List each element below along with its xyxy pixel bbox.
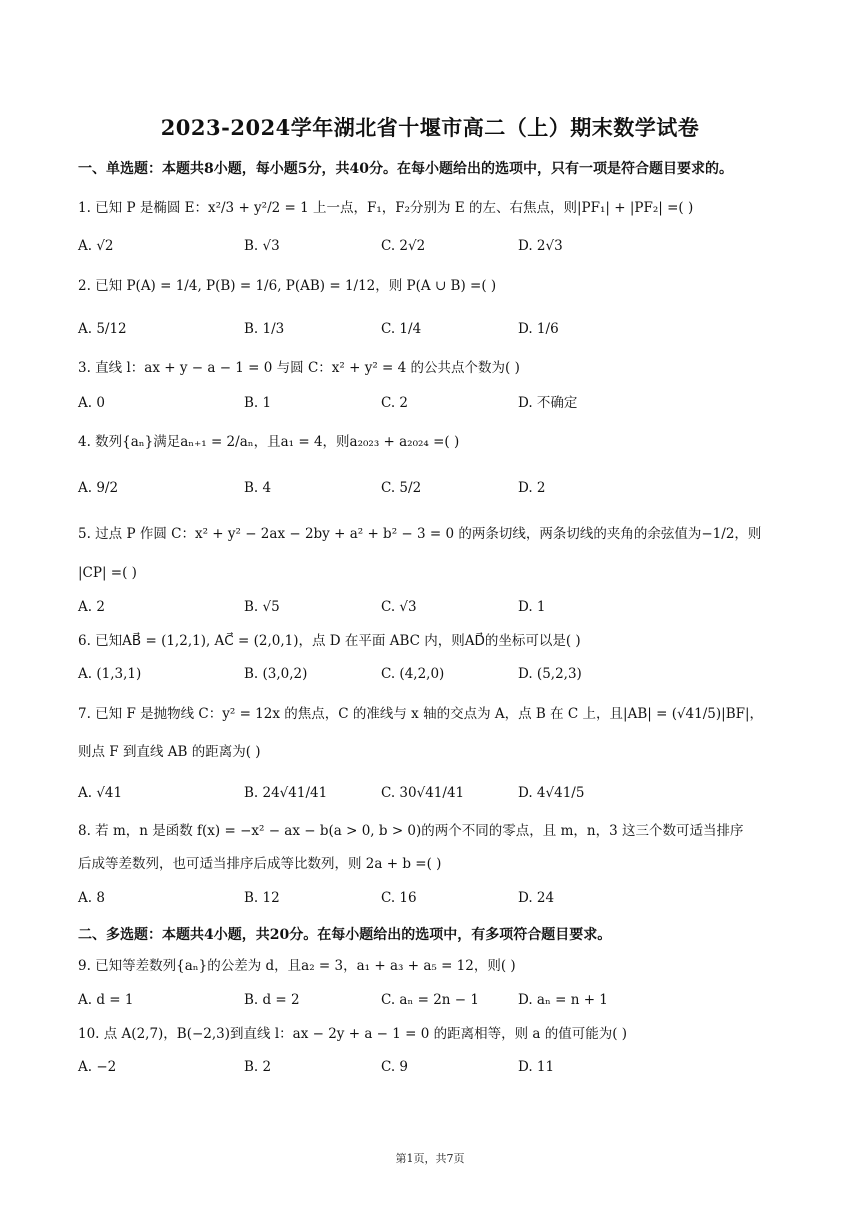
option-b[interactable]: B. 1/3: [244, 321, 285, 337]
question-3-stem: 3. 直线 l：ax + y − a − 1 = 0 与圆 C：x² + y² = 4 的公共点个数为( ): [78, 360, 520, 376]
option-b[interactable]: B. 12: [244, 890, 280, 906]
option-d[interactable]: D. 1: [518, 599, 546, 615]
question-5-stem-cont: |CP| =( ): [78, 565, 137, 581]
option-b[interactable]: B. (3,0,2): [244, 666, 308, 682]
question-4-stem: 4. 数列{aₙ}满足aₙ₊₁ = 2/aₙ，且a₁ = 4，则a₂₀₂₃ + a₂₀₂₄ =( ): [78, 434, 460, 450]
question-10-stem: 10. 点 A(2,7)，B(−2,3)到直线 l：ax − 2y + a − 1 = 0 的距离相等，则 a 的值可能为( ): [78, 1026, 628, 1042]
question-1-options: [78, 235, 798, 257]
exam-title: 2023-2024学年湖北省十堰市高二（上）期末数学试卷: [160, 115, 700, 140]
option-d[interactable]: D. (5,2,3): [518, 666, 582, 682]
option-a[interactable]: A. 5/12: [78, 321, 127, 337]
option-b[interactable]: B. 24√41/41: [244, 785, 328, 801]
question-3-options: [78, 392, 798, 414]
question-8-stem-cont: 后成等差数列，也可适当排序后成等比数列，则 2a + b =( ): [78, 856, 442, 872]
question-5-stem: 5. 过点 P 作圆 C：x² + y² − 2ax − 2by + a² + b² − 3 = 0 的两条切线，两条切线的夹角的余弦值为−1/2，则: [78, 526, 762, 542]
option-c[interactable]: C. 2: [381, 395, 409, 411]
option-d[interactable]: D. 2: [518, 480, 546, 496]
option-d[interactable]: D. 24: [518, 890, 555, 906]
page-footer: 第1页，共7页: [395, 1152, 465, 1165]
option-b[interactable]: B. √3: [244, 238, 280, 254]
question-8-options: [78, 887, 798, 909]
question-7-options: [78, 782, 798, 804]
question-2-options: [78, 318, 798, 340]
option-b[interactable]: B. 4: [244, 480, 272, 496]
question-7-stem-cont: 则点 F 到直线 AB 的距离为( ): [78, 744, 261, 760]
option-c[interactable]: C. 9: [381, 1059, 409, 1075]
option-c[interactable]: C. √3: [381, 599, 417, 615]
option-b[interactable]: B. 1: [244, 395, 272, 411]
option-a[interactable]: A. −2: [78, 1059, 117, 1075]
question-5-options: [78, 596, 798, 618]
option-a[interactable]: A. (1,3,1): [78, 666, 142, 682]
question-9-stem: 9. 已知等差数列{aₙ}的公差为 d，且a₂ = 3，a₁ + a₃ + a₅ = 12，则( ): [78, 958, 516, 974]
option-a[interactable]: A. √41: [78, 785, 123, 801]
section-single-choice: 一、单选题：本题共8小题，每小题5分，共40分。在每小题给出的选项中，只有一项是符合题目要求的。: [78, 161, 733, 177]
option-d[interactable]: D. aₙ = n + 1: [518, 992, 608, 1008]
option-c[interactable]: C. 16: [381, 890, 417, 906]
option-a[interactable]: A. √2: [78, 238, 114, 254]
question-6-options: [78, 663, 798, 685]
question-4-options: [78, 477, 798, 499]
option-a[interactable]: A. 9/2: [78, 480, 119, 496]
option-c[interactable]: C. 1/4: [381, 321, 422, 337]
option-a[interactable]: A. 0: [78, 395, 105, 411]
option-a[interactable]: A. 8: [78, 890, 105, 906]
option-d[interactable]: D. 1/6: [518, 321, 559, 337]
section-multiple-choice: 二、多选题：本题共4小题，共20分。在每小题给出的选项中，有多项符合题目要求。: [78, 927, 612, 943]
question-9-options: [78, 989, 798, 1011]
question-1-stem: 1. 已知 P 是椭圆 E：x²/3 + y²/2 = 1 上一点，F₁，F₂分别为 E 的左、右焦点，则|PF₁| + |PF₂| =( ): [78, 200, 694, 216]
question-10-options: [78, 1056, 798, 1078]
option-c[interactable]: C. 5/2: [381, 480, 422, 496]
question-7-stem: 7. 已知 F 是抛物线 C：y² = 12x 的焦点，C 的准线与 x 轴的交点为 A，点 B 在 C 上，且|AB| = (√41/5)|BF|，: [78, 706, 764, 722]
option-d[interactable]: D. 4√41/5: [518, 785, 585, 801]
option-b[interactable]: B. √5: [244, 599, 280, 615]
option-b[interactable]: B. 2: [244, 1059, 272, 1075]
option-b[interactable]: B. d = 2: [244, 992, 300, 1008]
option-c[interactable]: C. 30√41/41: [381, 785, 465, 801]
option-d[interactable]: D. 11: [518, 1059, 555, 1075]
question-2-stem: 2. 已知 P(A) = 1/4, P(B) = 1/6, P(AB) = 1/12，则 P(A ∪ B) =( ): [78, 278, 497, 294]
option-c[interactable]: C. aₙ = 2n − 1: [381, 992, 479, 1008]
option-a[interactable]: A. 2: [78, 599, 105, 615]
option-d[interactable]: D. 2√3: [518, 238, 563, 254]
option-d[interactable]: D. 不确定: [518, 395, 578, 411]
option-c[interactable]: C. (4,2,0): [381, 666, 445, 682]
question-8-stem: 8. 若 m，n 是函数 f(x) = −x² − ax − b(a > 0, b > 0)的两个不同的零点，且 m，n，3 这三个数可适当排序: [78, 823, 744, 839]
option-c[interactable]: C. 2√2: [381, 238, 426, 254]
question-6-stem: 6. 已知AB⃗ = (1,2,1), AC⃗ = (2,0,1)，点 D 在平面 ABC 内，则AD⃗的坐标可以是( ): [78, 633, 581, 649]
option-a[interactable]: A. d = 1: [78, 992, 134, 1008]
